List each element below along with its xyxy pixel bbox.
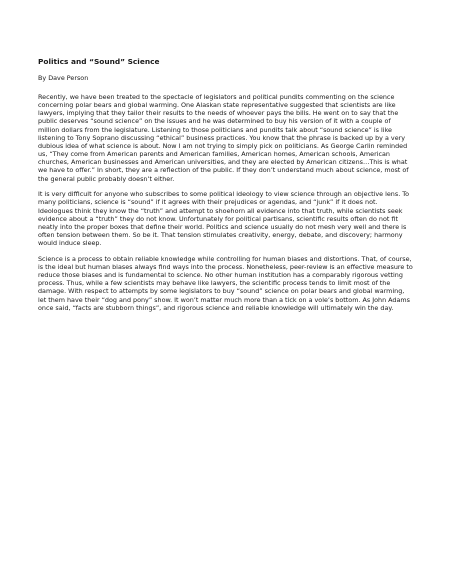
paragraph-2: It is very difficult for anyone who subscribes to some political ideology to view science through an objective lens. To many politicians, science is “sound” if it agrees with their prejudices or agendas, and “junk” if it does not. Ideologues think they know the “truth” and attempt to shoehorn all evidence into that truth, while scientists seek evidence about a “truth” they do not know. Unfortunately for political partisans, scientific results often do not fit neatly into the proper boxes that define their world. Politics and science usually do not mesh very well and there is often tension between them. So be it. That tension stimulates creativity, energy, debate, and discovery; harmony would induce sleep. — [38, 190, 409, 248]
document-title: Politics and “Sound” Science — [38, 57, 160, 66]
paragraph-1: Recently, we have been treated to the spectacle of legislators and political pundits commenting on the science concerning polar bears and global warming. One Alaskan state representative suggested that scientists are like lawyers, implying that they tailor their results to the needs of whoever pays the bills. He went on to say that the public deserves “sound science” on the issues and he was determined to buy his version of it with a couple of million dollars from the legislature. Listening to those politicians and pundits talk about “sound science” is like listening to Tony Soprano discussing “ethical” business practices. You know that the phrase is backed up by a very dubious idea of what science is about. Now I am not trying to simply pick on politicians. As George Carlin reminded us, “They come from American parents and American families, American homes, American schools, American churches, American businesses and American universities, and they are elected by American citizens…This is what we have to offer.” In short, they are a reflection of the public. If they don’t understand much about science, most of the general public probably doesn’t either. — [38, 93, 409, 183]
document-byline: By Dave Person — [38, 74, 89, 82]
document-body — [38, 93, 413, 312]
document-page — [38, 57, 413, 312]
paragraph-3: Science is a process to obtain reliable knowledge while controlling for human biases and distortions. That, of course, is the ideal but human biases always find ways into the process. Nonetheless, peer-review is an effective measure to reduce those biases and is fundamental to science. No other human institution has a comparably rigorous vetting process. Thus, while a few scientists may behave like lawyers, the scientific process tends to limit most of the damage. With respect to attempts by some legislators to buy “sound” science on polar bears and global warming, let them have their “dog and pony” show. It won’t matter much more than a tick on a vole’s bottom. As John Adams once said, “facts are stubborn things”, and rigorous science and reliable knowledge will ultimately win the day. — [38, 254, 413, 312]
